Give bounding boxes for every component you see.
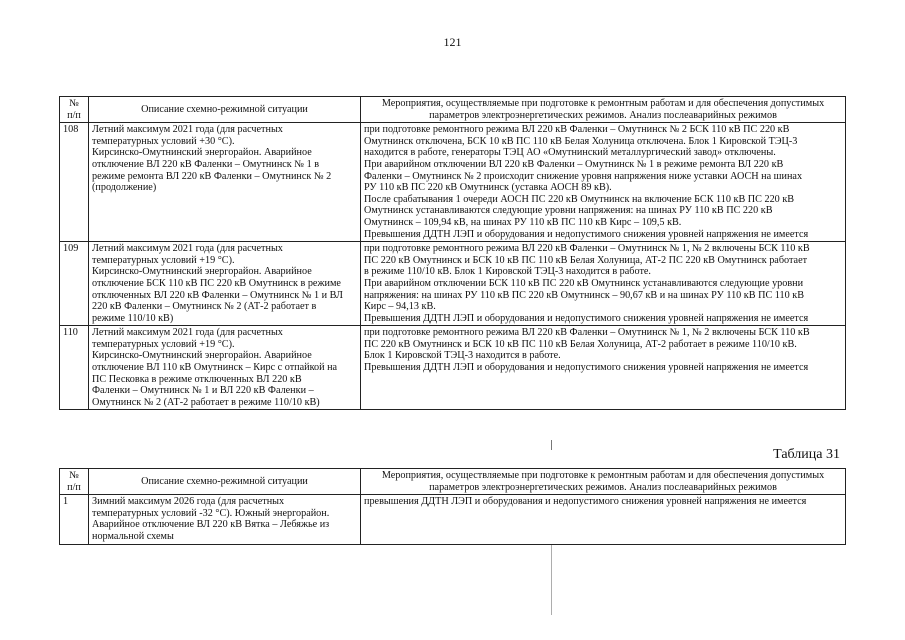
text-line: (продолжение): [92, 182, 157, 194]
situation-cell: [89, 495, 361, 544]
table-header-row: [60, 97, 846, 123]
table-row: [60, 242, 846, 326]
table-continuation: [59, 96, 846, 410]
text-line: режиме 110/10 кВ): [92, 312, 174, 324]
text-line: При аварийном отключении ВЛ 220 кВ Фаленки – Омутнинск № 1 в режиме ремонта ВЛ 220 кВ: [364, 158, 784, 170]
text-line: Кирсинско-Омутнинский энергорайон. Аварийное: [92, 147, 312, 159]
text-line: Летний максимум 2021 года (для расчетных: [92, 327, 283, 339]
text-line: Летний максимум 2021 года (для расчетных: [92, 124, 283, 136]
text-line: отключение ВЛ 220 кВ Фаленки – Омутнинск № 1 в: [92, 158, 320, 170]
row-number: 1: [60, 495, 89, 544]
text-line: При аварийном отключении БСК 110 кВ ПС 220 кВ Омутнинск устанавливаются следующие уровни: [364, 277, 804, 289]
table-header-row: [60, 469, 846, 495]
text-line: 220 кВ Фаленки – Омутнинск № 2 (АТ-2 работает в: [92, 301, 317, 313]
text-line: напряжения: на шинах РУ 110 кВ ПС 220 кВ Омутнинск – 90,67 кВ и на шинах РУ 110 кВ ПС 110 кВ: [364, 289, 804, 301]
text-line: при подготовке ремонтного режима ВЛ 220 кВ Фаленки – Омутнинск № 1, № 2 включены БСК 110 кВ: [364, 243, 810, 255]
text-line: Летний максимум 2021 года (для расчетных: [92, 243, 283, 255]
text-line: температурных условий +30 °С).: [92, 135, 235, 147]
table-row: [60, 495, 846, 544]
text-line: ПС Песковка в режиме отключенных ВЛ 220 кВ: [92, 373, 302, 385]
text-line: находится в работе, генераторы ТЭЦ АО «Омутнинский металлургический завод» отключены.: [364, 147, 776, 159]
text-line: отключение ВЛ 110 кВ Омутнинск – Кирс с отпайкой на: [92, 362, 338, 374]
table-body: [60, 495, 846, 544]
text-line: отключенных ВЛ 220 кВ Фаленки – Омутнинск № 1 и ВЛ: [92, 289, 343, 301]
page-number: 121: [443, 35, 462, 49]
text-line: нормальной схемы: [92, 530, 174, 542]
text-line: Омутнинск № 2 (АТ-2 работает в режиме 110/10 кВ): [92, 396, 320, 408]
measures-cell: [361, 495, 846, 544]
text-line: Блок 1 Кировской ТЭЦ-3 находится в работе.: [364, 350, 561, 362]
text-line: Аварийное отключение ВЛ 220 кВ Вятка – Лебяжье из: [92, 519, 330, 531]
scan-mark: [551, 440, 552, 450]
situation-cell: [89, 123, 361, 242]
text-line: температурных условий +19 °С).: [92, 254, 235, 266]
table-caption: Таблица 31: [773, 447, 840, 462]
text-line: Кирс – 94,13 кВ.: [364, 301, 436, 313]
text-line: Превышения ДДТН ЛЭП и оборудования и недопустимого снижения уровней напряжения не имеется: [364, 362, 809, 374]
situation-cell: [89, 326, 361, 410]
text-line: отключение БСК 110 кВ ПС 220 кВ Омутнинск в режиме: [92, 277, 341, 289]
text-line: Фаленки – Омутнинск № 2 происходит снижение уровня напряжения ниже уставки АОСН на шинах: [364, 170, 803, 182]
text-line: Кирсинско-Омутнинский энергорайон. Аварийное: [92, 350, 312, 362]
header-measures: Мероприятия, осуществляемые при подготовке к ремонтным работам и для обеспечения допустимых параметров электроэнергетических режимов. Анализ послеаварийных режимов: [361, 97, 846, 123]
row-number: 109: [60, 242, 89, 326]
header-situation: Описание схемно-режимной ситуации: [89, 97, 361, 123]
text-line: режиме ремонта ВЛ 220 кВ Фаленки – Омутнинск № 2: [92, 170, 332, 182]
text-line: Омутнинск устанавливаются следующие уровни напряжения: на шинах РУ 110 кВ ПС 220 кВ: [364, 205, 773, 217]
text-line: Омутнинск – 109,94 кВ, на шинах РУ 110 кВ ПС 110 кВ Кирс – 109,5 кВ.: [364, 216, 682, 228]
text-line: Превышения ДДТН ЛЭП и оборудования и недопустимого снижения уровней напряжения не имеется: [364, 312, 809, 324]
table-31: [59, 468, 846, 545]
text-line: Омутнинск отключена, БСК 10 кВ ПС 110 кВ Белая Холуница отключена. Блок 1 Кировской ТЭЦ-3: [364, 135, 798, 147]
measures-cell: [361, 326, 846, 410]
row-number: 108: [60, 123, 89, 242]
text-line: температурных условий -32 °С). Южный энергорайон.: [92, 507, 330, 519]
text-line: в режиме 110/10 кВ. Блок 1 Кировской ТЭЦ-3 находится в работе.: [364, 266, 651, 278]
row-number: 110: [60, 326, 89, 410]
text-line: температурных условий +19 °С).: [92, 338, 235, 350]
header-situation: Описание схемно-режимной ситуации: [89, 469, 361, 495]
measures-cell: [361, 123, 846, 242]
table-row: [60, 123, 846, 242]
header-num: № п/п: [60, 97, 89, 123]
table-row: [60, 326, 846, 410]
text-line: ПС 220 кВ Омутнинск и БСК 10 кВ ПС 110 кВ Белая Холуница, АТ-2 ПС 220 кВ Омутнинск работает: [364, 254, 808, 266]
text-line: Зимний максимум 2026 года (для расчетных: [92, 496, 285, 508]
text-line: при подготовке ремонтного режима ВЛ 220 кВ Фаленки – Омутнинск № 2 БСК 110 кВ ПС 220 кВ: [364, 124, 790, 136]
table-body: [60, 123, 846, 410]
header-measures: Мероприятия, осуществляемые при подготовке к ремонтным работам и для обеспечения допустимых параметров электроэнергетических режимов. Анализ послеаварийных режимов: [361, 469, 846, 495]
text-line: Превышения ДДТН ЛЭП и оборудования и недопустимого снижения уровней напряжения не имеется: [364, 228, 809, 240]
text-line: Кирсинско-Омутнинский энергорайон. Аварийное: [92, 266, 312, 278]
scan-mark: [551, 545, 552, 615]
situation-cell: [89, 242, 361, 326]
measures-cell: [361, 242, 846, 326]
text-line: Фаленки – Омутнинск № 1 и ВЛ 220 кВ Фаленки –: [92, 385, 314, 397]
text-line: РУ 110 кВ ПС 220 кВ Омутнинск (уставка АОСН 89 кВ).: [364, 182, 612, 194]
text-line: После срабатывания 1 очереди АОСН ПС 220 кВ Омутнинск на включение БСК 110 кВ ПС 220 кВ: [364, 193, 795, 205]
text-line: ПС 220 кВ Омутнинск и БСК 10 кВ ПС 110 кВ Белая Холуница, АТ-2 работает в режиме 110/10 кВ.: [364, 338, 797, 350]
text-line: превышения ДДТН ЛЭП и оборудования и недопустимого снижения уровней напряжения не имеется: [364, 496, 807, 508]
header-num: № п/п: [60, 469, 89, 495]
text-line: при подготовке ремонтного режима ВЛ 220 кВ Фаленки – Омутнинск № 1, № 2 включены БСК 110 кВ: [364, 327, 810, 339]
